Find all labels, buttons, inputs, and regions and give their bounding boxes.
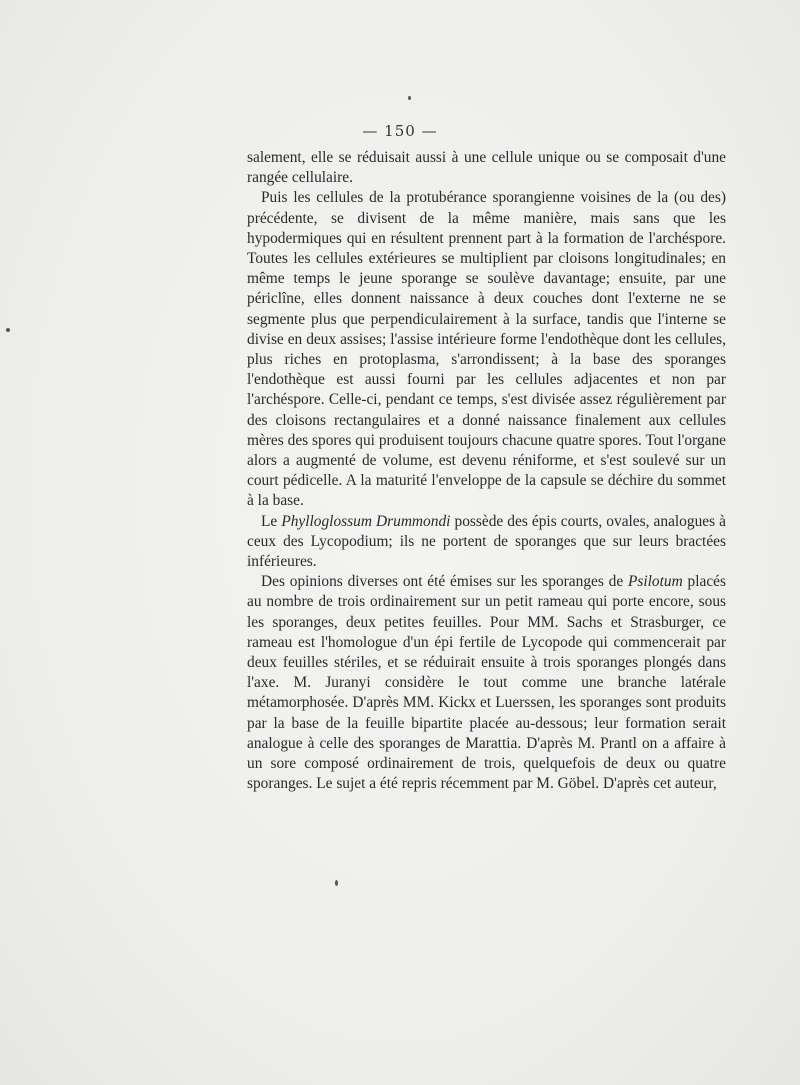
ink-speck [335,880,338,886]
text-run: salement, elle se réduisait aussi à une cellule unique ou se composait d'une rangée cellulaire. [247,149,726,187]
page-number: — 150 — [362,122,438,140]
paragraph [247,512,726,573]
text-run: Puis les cellules de la protubérance sporangienne voisines de la (ou des) précédente, se divisent de la même manière, mais sans que les hypodermiques qui en résultent prennent part à la formation de l'archéspore. Toutes les cellules extérieures se multiplient par cloisons longitudinales; en même temps le jeune sporange se soulève davantage; ensuite, par une périclîne, elles donnent naissance à deux couches dont l'externe ne se segmente plus que perpendiculairement à la surface, tandis que l'interne se divise en deux assises; l'assise intérieure forme l'endothèque dont les cellules, plus riches en protoplasma, s'arrondissent; à la base des sporanges l'endothèque est aussi fourni par les cellules adjacentes et non par l'archéspore. Celle-ci, pendant ce temps, s'est divisée assez régulièrement par des cloisons rectangulaires et a donné naissance finalement aux cellules mères des spores qui produisent toujours chacune quatre spores. Tout l'organe alors a augmenté de volume, est devenu réniforme, et s'est soulevé sur un court pédicelle. A la maturité l'enveloppe de la capsule se déchire du sommet à la base. [247,189,726,510]
ink-speck [408,96,411,100]
text-run: possède des épis courts, ovales, analogues à ceux des Lycopodium; ils ne portent de sporanges que sur leurs bractées inférieures. [247,512,726,571]
text-run: Le [261,512,282,530]
italic-term: Phylloglossum Drummondi [281,512,451,530]
body-text [247,148,726,795]
paragraph [247,188,726,511]
paragraph [247,148,726,188]
ink-speck [6,328,10,332]
text-run: placés au nombre de trois ordinairement sur un petit rameau qui porte encore, sous les sporanges, deux petites feuilles. Pour MM. Sachs et Strasburger, ce rameau est l'homologue d'un épi fertile de Lycopode qui commencerait par deux feuilles stériles, et se réduirait ensuite à trois sporanges plongés dans l'axe. M. Juranyi considère le tout comme une branche latérale métamorphosée. D'après MM. Kickx et Luerssen, les sporanges sont produits par la base de la feuille bipartite placée au-dessous; leur formation serait analogue à celle des sporanges de Marattia. D'après M. Prantl on a affaire à un sore composé ordinairement de trois, quelquefois de deux ou quatre sporanges. Le sujet a été repris récemment par M. Göbel. D'après cet auteur, [247,573,726,793]
text-run: Des opinions diverses ont été émises sur les sporanges de [261,573,628,591]
paragraph [247,572,726,794]
italic-term: Psilotum [627,573,683,591]
